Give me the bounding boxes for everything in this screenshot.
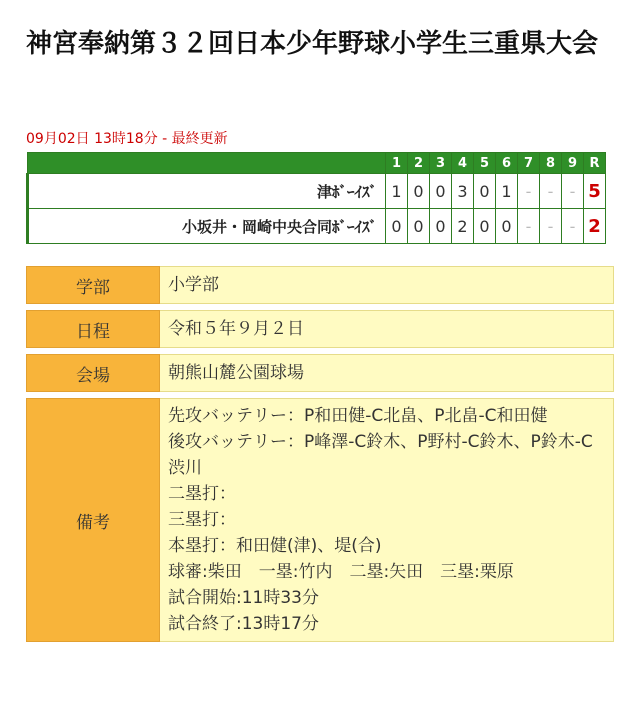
inning-header: 4 [452, 153, 474, 174]
inning-score: 0 [430, 209, 452, 244]
notes-label: 備考 [26, 398, 160, 642]
inning-score: 3 [452, 174, 474, 209]
inning-score: - [540, 209, 562, 244]
scoreboard-table [26, 152, 606, 244]
inning-header: 6 [496, 153, 518, 174]
inning-score: 0 [408, 174, 430, 209]
inning-score: 0 [430, 174, 452, 209]
inning-score: 1 [386, 174, 408, 209]
note-line: 先攻バッテリー：P和田健-C北畠、P北畠-C和田健 [168, 406, 548, 426]
inning-score: 1 [496, 174, 518, 209]
inning-header: 5 [474, 153, 496, 174]
schedule-value: 令和５年９月２日 [160, 310, 614, 348]
inning-header: 8 [540, 153, 562, 174]
inning-header: 2 [408, 153, 430, 174]
inning-header: 1 [386, 153, 408, 174]
note-line: 三塁打： [168, 510, 236, 530]
inning-score: 0 [386, 209, 408, 244]
scoreboard-row-home [28, 209, 606, 244]
game-info-table [26, 260, 614, 648]
inning-score: 0 [408, 209, 430, 244]
inning-score: 0 [496, 209, 518, 244]
inning-score: - [540, 174, 562, 209]
inning-score: 2 [452, 209, 474, 244]
note-line: 本塁打：和田健(津)、堤(合) [168, 536, 382, 556]
department-value: 小学部 [160, 266, 614, 304]
info-row-notes [26, 398, 614, 642]
schedule-label: 日程 [26, 310, 160, 348]
team-name: 津ﾎﾞｰｲｽﾞ [28, 174, 386, 209]
scoreboard-header-team [28, 153, 386, 174]
page-title: 神宮奉納第３２回日本少年野球小学生三重県大会 [26, 29, 599, 59]
scoreboard-row-away [28, 174, 606, 209]
note-line: 試合終了:13時17分 [168, 614, 319, 634]
inning-header: 3 [430, 153, 452, 174]
inning-score: - [518, 209, 540, 244]
info-row-venue [26, 354, 614, 392]
total-runs: 2 [584, 209, 606, 244]
scoreboard-header-row [28, 153, 606, 174]
last-updated-text: 09月02日 13時18分 - 最終更新 [26, 131, 228, 147]
runs-header: R [584, 153, 606, 174]
venue-label: 会場 [26, 354, 160, 392]
department-label: 学部 [26, 266, 160, 304]
notes-value [160, 398, 614, 642]
note-line: 試合開始:11時33分 [168, 588, 319, 608]
inning-score: 0 [474, 174, 496, 209]
inning-header: 7 [518, 153, 540, 174]
inning-score: - [562, 209, 584, 244]
inning-score: - [518, 174, 540, 209]
inning-header: 9 [562, 153, 584, 174]
info-row-department [26, 266, 614, 304]
inning-score: - [562, 174, 584, 209]
note-line: 二塁打： [168, 484, 236, 504]
inning-score: 0 [474, 209, 496, 244]
total-runs: 5 [584, 174, 606, 209]
team-name: 小坂井・岡崎中央合同ﾎﾞｰｲｽﾞ [28, 209, 386, 244]
info-row-schedule [26, 310, 614, 348]
venue-value: 朝熊山麓公園球場 [160, 354, 614, 392]
note-line: 球審:柴田 一塁:竹内 二塁:矢田 三塁:栗原 [168, 562, 514, 582]
note-line: 後攻バッテリー：P峰澤-C鈴木、P野村-C鈴木、P鈴木-C渋川 [168, 432, 593, 478]
